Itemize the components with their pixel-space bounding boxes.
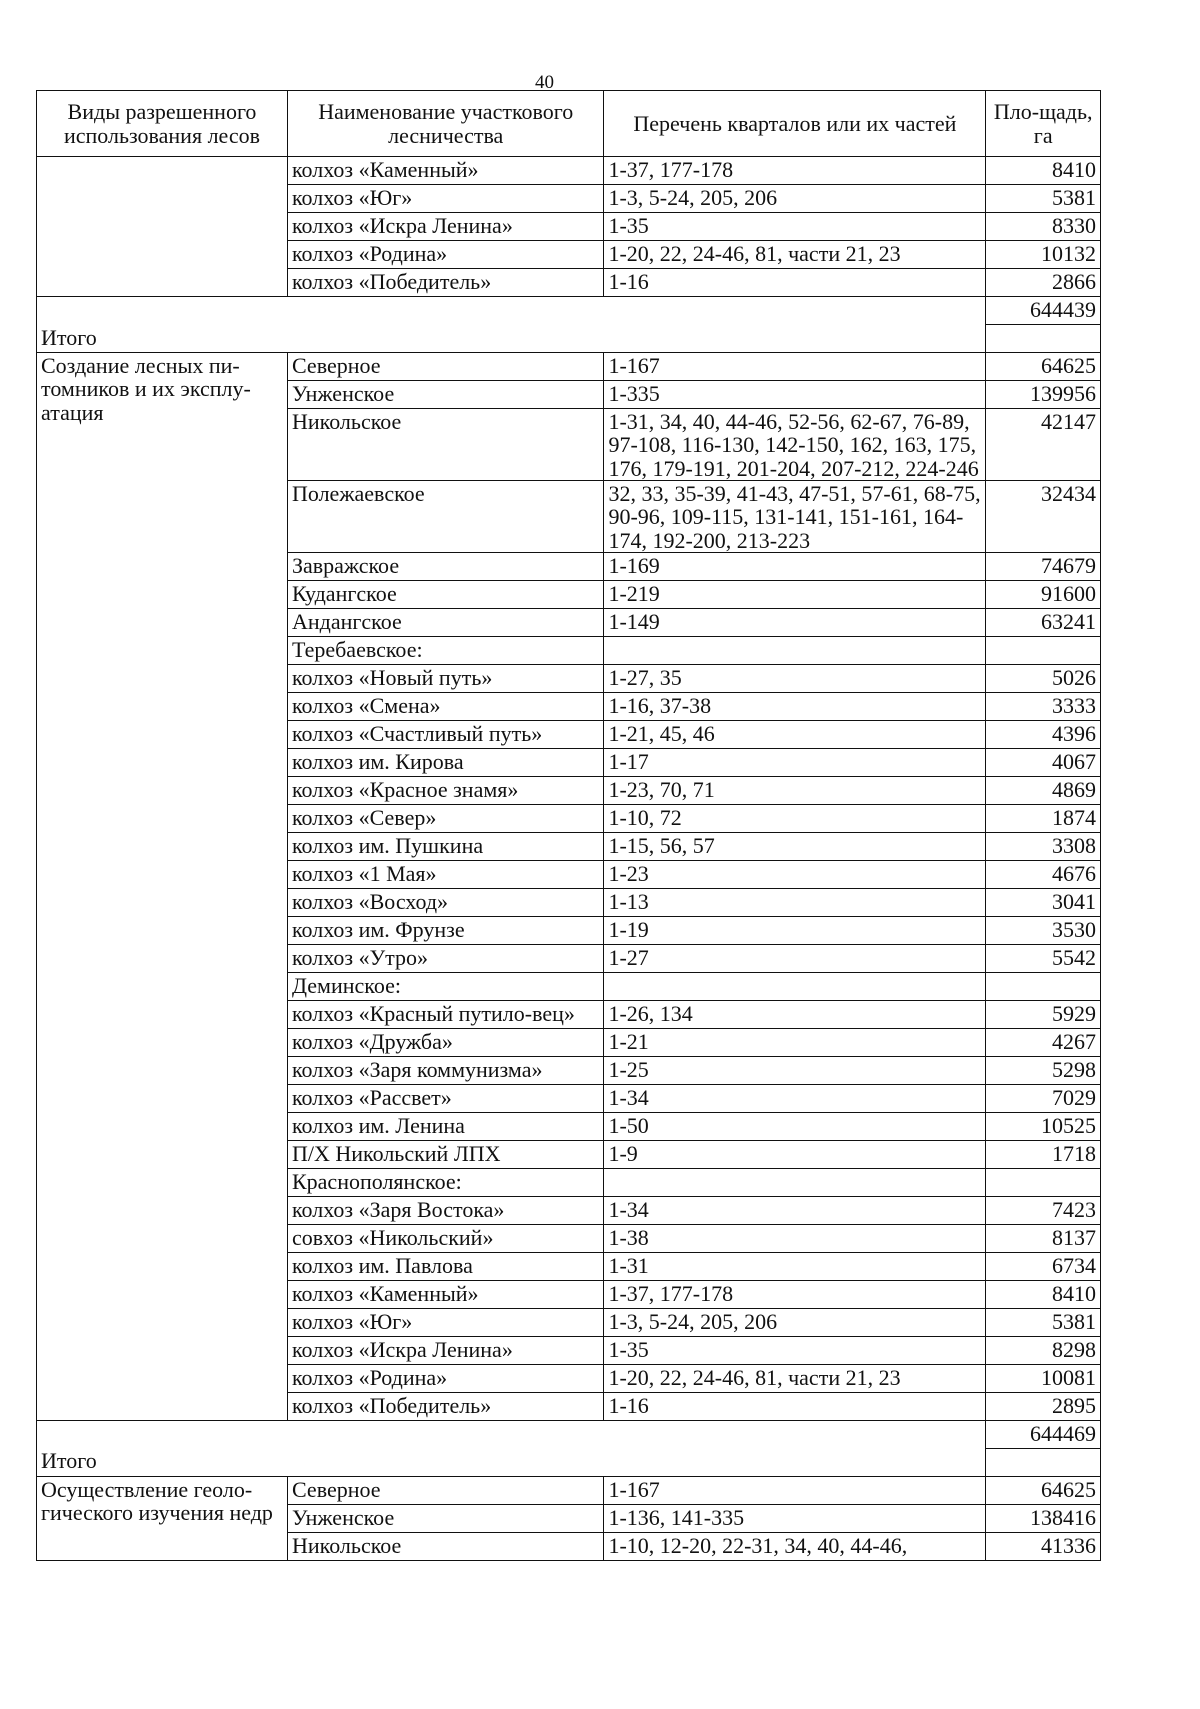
table-row	[37, 157, 1101, 185]
district-name: колхоз «Заря коммунизма»	[287, 1056, 603, 1084]
district-name: колхоз «Каменный»	[287, 1280, 603, 1308]
quarters-list: 1-26, 134	[604, 1000, 986, 1028]
quarters-list: 1-9	[604, 1140, 986, 1168]
area-value: 3041	[986, 888, 1101, 916]
area-value	[986, 1168, 1101, 1196]
quarters-list: 1-23	[604, 860, 986, 888]
quarters-list: 1-19	[604, 916, 986, 944]
area-value: 138416	[986, 1504, 1101, 1532]
area-value: 2866	[986, 269, 1101, 297]
quarters-list: 1-16	[604, 269, 986, 297]
area-value: 6734	[986, 1252, 1101, 1280]
area-value: 139956	[986, 381, 1101, 409]
area-value: 64625	[986, 1476, 1101, 1504]
area-value: 4396	[986, 720, 1101, 748]
quarters-list: 32, 33, 35-39, 41-43, 47-51, 57-61, 68-75, 90-96, 109-115, 131-141, 151-161, 164-174, 192-200, 213-223	[604, 480, 986, 552]
subtotal-value: 644439	[986, 297, 1101, 325]
quarters-list: 1-169	[604, 552, 986, 580]
district-name: колхоз им. Павлова	[287, 1252, 603, 1280]
quarters-list: 1-16, 37-38	[604, 692, 986, 720]
quarters-list: 1-136, 141-335	[604, 1504, 986, 1532]
quarters-list: 1-3, 5-24, 205, 206	[604, 185, 986, 213]
quarters-list: 1-38	[604, 1224, 986, 1252]
area-value: 1874	[986, 804, 1101, 832]
district-name: Андангское	[287, 608, 603, 636]
area-value: 41336	[986, 1532, 1101, 1560]
page-number: 40	[535, 72, 554, 93]
area-value: 5381	[986, 1308, 1101, 1336]
quarters-list: 1-149	[604, 608, 986, 636]
total-spacer	[986, 1448, 1101, 1476]
area-value: 74679	[986, 552, 1101, 580]
quarters-list: 1-20, 22, 24-46, 81, части 21, 23	[604, 1364, 986, 1392]
district-name: колхоз «Победитель»	[287, 269, 603, 297]
quarters-list: 1-17	[604, 748, 986, 776]
quarters-list: 1-35	[604, 1336, 986, 1364]
area-value: 3333	[986, 692, 1101, 720]
area-value: 5381	[986, 185, 1101, 213]
header-area: Пло-щадь, га	[986, 91, 1101, 157]
area-value: 10132	[986, 241, 1101, 269]
district-group-label: Деминское:	[287, 972, 603, 1000]
district-name: Северное	[287, 1476, 603, 1504]
district-name: колхоз «Красный путило-вец»	[287, 1000, 603, 1028]
area-value: 7029	[986, 1084, 1101, 1112]
district-name: Завражское	[287, 552, 603, 580]
area-value: 10081	[986, 1364, 1101, 1392]
district-name: колхоз «Искра Ленина»	[287, 213, 603, 241]
district-name: колхоз «Родина»	[287, 1364, 603, 1392]
subtotal-value: 644469	[986, 1420, 1101, 1448]
quarters-list: 1-167	[604, 353, 986, 381]
district-name: Северное	[287, 353, 603, 381]
table-row	[37, 353, 1101, 381]
area-value: 3530	[986, 916, 1101, 944]
use-type-nursery: Создание лесных пи-томников и их эксплу-атация	[37, 353, 288, 1421]
district-name: Полежаевское	[287, 480, 603, 552]
quarters-list: 1-15, 56, 57	[604, 832, 986, 860]
total-label: Итого	[37, 325, 986, 353]
district-name: колхоз «Победитель»	[287, 1392, 603, 1420]
area-value: 4067	[986, 748, 1101, 776]
district-name: колхоз им. Фрунзе	[287, 916, 603, 944]
area-value: 8298	[986, 1336, 1101, 1364]
area-value: 7423	[986, 1196, 1101, 1224]
district-name: Никольское	[287, 409, 603, 481]
area-value: 2895	[986, 1392, 1101, 1420]
subtotal-spacer	[37, 297, 986, 325]
total-label: Итого	[37, 1448, 986, 1476]
quarters-list: 1-37, 177-178	[604, 157, 986, 185]
area-value: 4869	[986, 776, 1101, 804]
area-value: 91600	[986, 580, 1101, 608]
table-row	[37, 1476, 1101, 1504]
quarters-list: 1-37, 177-178	[604, 1280, 986, 1308]
quarters-list: 1-167	[604, 1476, 986, 1504]
quarters-list: 1-34	[604, 1196, 986, 1224]
quarters-list: 1-27	[604, 944, 986, 972]
district-name: колхоз им. Кирова	[287, 748, 603, 776]
area-value: 3308	[986, 832, 1101, 860]
district-name: колхоз «Смена»	[287, 692, 603, 720]
table-body	[37, 157, 1101, 1561]
district-group-label: Краснополянское:	[287, 1168, 603, 1196]
quarters-list	[604, 636, 986, 664]
quarters-list: 1-13	[604, 888, 986, 916]
district-name: Кудангское	[287, 580, 603, 608]
quarters-list: 1-31, 34, 40, 44-46, 52-56, 62-67, 76-89, 97-108, 116-130, 142-150, 162, 163, 175, 176, 179-191, 201-204, 207-212, 224-246	[604, 409, 986, 481]
district-name: колхоз «Искра Ленина»	[287, 1336, 603, 1364]
header-district: Наименование участкового лесничества	[287, 91, 603, 157]
subtotal-spacer	[37, 1420, 986, 1448]
quarters-list: 1-21, 45, 46	[604, 720, 986, 748]
quarters-list: 1-10, 12-20, 22-31, 34, 40, 44-46,	[604, 1532, 986, 1560]
quarters-list: 1-31	[604, 1252, 986, 1280]
quarters-list: 1-10, 72	[604, 804, 986, 832]
area-value: 5298	[986, 1056, 1101, 1084]
quarters-list: 1-35	[604, 213, 986, 241]
district-name: колхоз «Восход»	[287, 888, 603, 916]
district-name: колхоз «Дружба»	[287, 1028, 603, 1056]
area-value: 42147	[986, 409, 1101, 481]
district-name: П/Х Никольский ЛПХ	[287, 1140, 603, 1168]
district-name: колхоз им. Ленина	[287, 1112, 603, 1140]
area-value	[986, 636, 1101, 664]
district-name: колхоз «Юг»	[287, 1308, 603, 1336]
area-value: 8137	[986, 1224, 1101, 1252]
quarters-list: 1-335	[604, 381, 986, 409]
district-name: колхоз им. Пушкина	[287, 832, 603, 860]
district-name: колхоз «Каменный»	[287, 157, 603, 185]
quarters-list	[604, 972, 986, 1000]
subtotal-row	[37, 1420, 1101, 1448]
area-value: 1718	[986, 1140, 1101, 1168]
district-name: колхоз «Рассвет»	[287, 1084, 603, 1112]
quarters-list: 1-34	[604, 1084, 986, 1112]
quarters-list: 1-21	[604, 1028, 986, 1056]
quarters-list: 1-3, 5-24, 205, 206	[604, 1308, 986, 1336]
district-name: Унженское	[287, 381, 603, 409]
total-row	[37, 1448, 1101, 1476]
area-value: 64625	[986, 353, 1101, 381]
district-name: колхоз «Север»	[287, 804, 603, 832]
forest-use-table	[36, 90, 1101, 1561]
use-type-continued	[37, 157, 288, 297]
district-name: колхоз «Красное знамя»	[287, 776, 603, 804]
district-name: Никольское	[287, 1532, 603, 1560]
use-type-geology: Осуществление геоло-гического изучения недр	[37, 1476, 288, 1560]
subtotal-row	[37, 297, 1101, 325]
quarters-list: 1-16	[604, 1392, 986, 1420]
district-name: колхоз «1 Мая»	[287, 860, 603, 888]
area-value: 63241	[986, 608, 1101, 636]
area-value: 4676	[986, 860, 1101, 888]
area-value: 5929	[986, 1000, 1101, 1028]
district-group-label: Теребаевское:	[287, 636, 603, 664]
quarters-list: 1-23, 70, 71	[604, 776, 986, 804]
quarters-list: 1-25	[604, 1056, 986, 1084]
header-row	[37, 91, 1101, 157]
header-use-type: Виды разрешенного использования лесов	[37, 91, 288, 157]
area-value: 8330	[986, 213, 1101, 241]
quarters-list: 1-50	[604, 1112, 986, 1140]
district-name: колхоз «Родина»	[287, 241, 603, 269]
header-quarters: Перечень кварталов или их частей	[604, 91, 986, 157]
area-value: 8410	[986, 157, 1101, 185]
quarters-list	[604, 1168, 986, 1196]
district-name: колхоз «Новый путь»	[287, 664, 603, 692]
area-value: 10525	[986, 1112, 1101, 1140]
quarters-list: 1-219	[604, 580, 986, 608]
area-value: 4267	[986, 1028, 1101, 1056]
quarters-list: 1-27, 35	[604, 664, 986, 692]
area-value: 5542	[986, 944, 1101, 972]
district-name: Унженское	[287, 1504, 603, 1532]
district-name: совхоз «Никольский»	[287, 1224, 603, 1252]
area-value: 5026	[986, 664, 1101, 692]
district-name: колхоз «Заря Востока»	[287, 1196, 603, 1224]
district-name: колхоз «Счастливый путь»	[287, 720, 603, 748]
area-value: 8410	[986, 1280, 1101, 1308]
quarters-list: 1-20, 22, 24-46, 81, части 21, 23	[604, 241, 986, 269]
area-value	[986, 972, 1101, 1000]
district-name: колхоз «Утро»	[287, 944, 603, 972]
district-name: колхоз «Юг»	[287, 185, 603, 213]
total-spacer	[986, 325, 1101, 353]
area-value: 32434	[986, 480, 1101, 552]
total-row	[37, 325, 1101, 353]
